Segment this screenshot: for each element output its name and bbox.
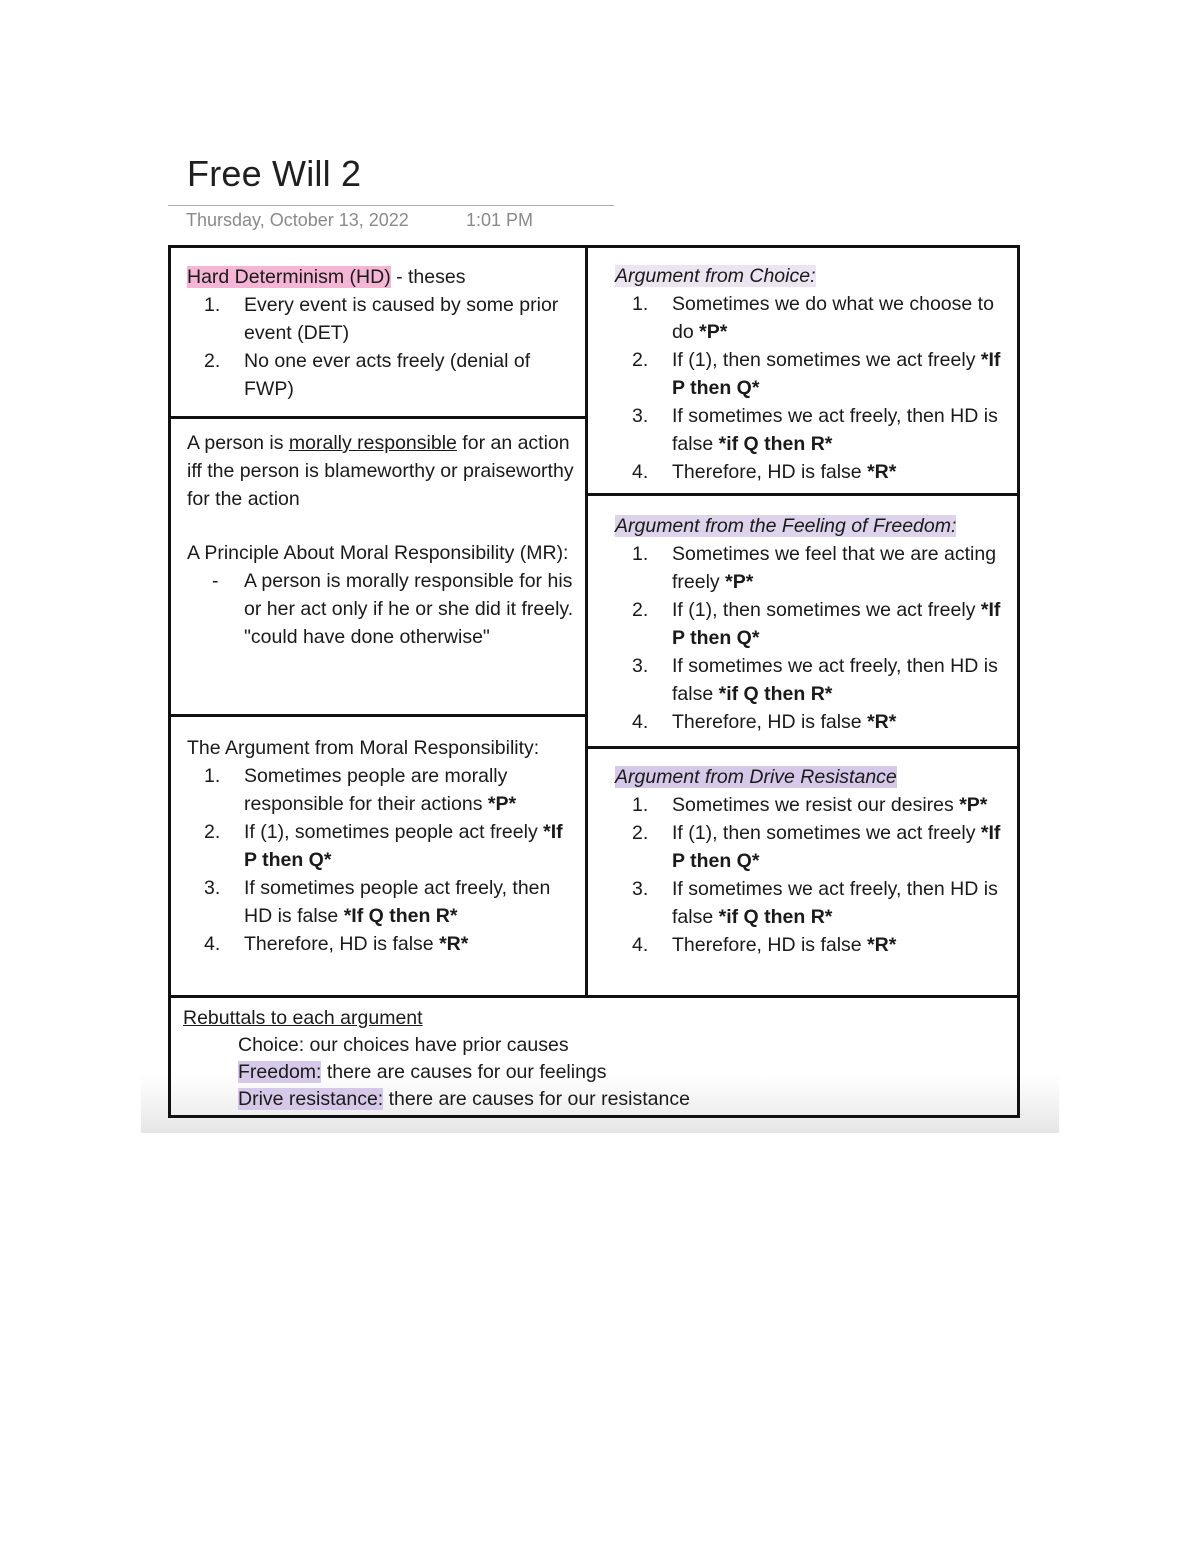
item-text: Every event is caused by some prior event (DET) xyxy=(244,294,559,344)
item-text: Sometimes we do what we choose to do xyxy=(672,293,994,343)
item-tag: *If Q then R* xyxy=(343,905,458,927)
item-text: If sometimes we act freely, then HD is false xyxy=(672,655,998,705)
arg-drive-heading: Argument from Drive Resistance xyxy=(615,766,897,788)
rebuttal-drive xyxy=(183,1086,690,1113)
list-item xyxy=(615,290,1013,346)
page-time: 1:01 PM xyxy=(466,210,534,230)
row-divider-left-2 xyxy=(170,714,586,717)
rebuttal-label: Choice: xyxy=(238,1034,305,1056)
item-text: If sometimes we act freely, then HD is false xyxy=(672,878,998,928)
hd-heading: Hard Determinism (HD) xyxy=(187,266,391,288)
list-item xyxy=(615,931,1013,959)
item-tag: *R* xyxy=(867,461,897,483)
list-item xyxy=(615,791,1013,819)
item-text: Sometimes we resist our desires xyxy=(672,794,960,816)
item-text: If (1), sometimes people act freely xyxy=(244,821,544,843)
arg-mr-heading: The Argument from Moral Responsibility: xyxy=(187,737,540,759)
item-number: 2. xyxy=(632,349,649,371)
item-tag: *R* xyxy=(867,711,897,733)
rebuttal-text: there are causes for our resistance xyxy=(383,1088,690,1110)
list-item xyxy=(187,567,579,651)
item-tag: *If P then Q* xyxy=(672,349,1001,399)
item-number: 2. xyxy=(204,350,221,372)
item-tag: *if Q then R* xyxy=(718,906,833,928)
item-number: 3. xyxy=(204,877,221,899)
list-item xyxy=(615,346,1013,402)
list-item xyxy=(187,818,579,874)
item-text: Therefore, HD is false xyxy=(672,461,868,483)
list-item xyxy=(187,762,579,818)
list-item xyxy=(615,596,1013,652)
mr-def-term: morally responsible xyxy=(288,432,457,454)
list-item xyxy=(615,652,1013,708)
item-number: 3. xyxy=(632,655,649,677)
arg-drive-list xyxy=(615,791,1013,959)
list-item xyxy=(615,540,1013,596)
item-number: 1. xyxy=(204,765,221,787)
arg-choice-list xyxy=(615,290,1013,486)
column-divider xyxy=(585,246,588,997)
rebuttal-label: Drive resistance: xyxy=(238,1088,384,1110)
title-divider xyxy=(168,205,614,206)
item-text: Sometimes we feel that we are acting freely xyxy=(672,543,997,593)
arg-freedom-cell xyxy=(615,512,1013,736)
list-item xyxy=(615,819,1013,875)
item-number: 2. xyxy=(632,599,649,621)
item-text: Therefore, HD is false xyxy=(672,711,868,733)
mr-cell xyxy=(187,429,579,651)
row-divider-bottom xyxy=(170,995,1019,998)
mr-def-post: for an action iff the person is blameworthy or praiseworthy for the action xyxy=(187,432,574,510)
item-tag: *P* xyxy=(959,794,988,816)
rebuttal-choice xyxy=(183,1032,690,1059)
item-tag: *P* xyxy=(725,571,754,593)
item-text: If sometimes we act freely, then HD is false xyxy=(672,405,998,455)
hd-list xyxy=(187,291,577,403)
item-number: 1. xyxy=(204,294,221,316)
list-item xyxy=(187,874,579,930)
item-number: 4. xyxy=(632,711,649,733)
item-number: 1. xyxy=(632,293,649,315)
item-tag: *R* xyxy=(867,934,897,956)
rebuttal-text: our choices have prior causes xyxy=(304,1034,569,1056)
item-text: Therefore, HD is false xyxy=(244,933,440,955)
arg-freedom-list xyxy=(615,540,1013,736)
item-number: 4. xyxy=(632,461,649,483)
item-number: 3. xyxy=(632,878,649,900)
rebuttal-freedom xyxy=(183,1059,690,1086)
list-item xyxy=(615,708,1013,736)
list-item xyxy=(187,291,577,347)
mr-def-pre: A person is xyxy=(187,432,289,454)
arg-drive-cell xyxy=(615,763,1013,959)
item-tag: *If P then Q* xyxy=(244,821,563,871)
item-tag: *P* xyxy=(699,321,728,343)
mr-definition xyxy=(187,429,579,513)
item-number: 2. xyxy=(204,821,221,843)
arg-mr-cell xyxy=(187,734,579,958)
item-text: If sometimes people act freely, then HD is false xyxy=(244,877,551,927)
arg-choice-cell xyxy=(615,262,1013,486)
hd-heading-suffix: - theses xyxy=(390,266,466,288)
rebuttal-label: Freedom: xyxy=(238,1061,322,1083)
page-date: Thursday, October 13, 2022 xyxy=(186,210,409,230)
list-item xyxy=(615,402,1013,458)
list-item xyxy=(615,875,1013,931)
item-tag: *R* xyxy=(439,933,469,955)
list-item xyxy=(187,930,579,958)
mr-principle-heading: A Principle About Moral Responsibility (MR): xyxy=(187,542,569,564)
arg-mr-list xyxy=(187,762,579,958)
item-number: 4. xyxy=(632,934,649,956)
item-number: 2. xyxy=(632,822,649,844)
item-number: 1. xyxy=(632,794,649,816)
mr-principle-list xyxy=(187,567,579,651)
row-divider-right-1 xyxy=(586,493,1018,496)
item-text: If (1), then sometimes we act freely xyxy=(672,599,981,621)
hd-cell xyxy=(187,263,577,403)
item-tag: *P* xyxy=(487,793,517,815)
rebuttals-cell xyxy=(183,1005,690,1113)
arg-freedom-heading: Argument from the Feeling of Freedom: xyxy=(615,515,957,537)
item-text: If (1), then sometimes we act freely xyxy=(672,822,981,844)
page-title: Free Will 2 xyxy=(187,153,362,194)
item-text: A person is morally responsible for his or her act only if he or she did it freely. "could have done otherwise" xyxy=(244,570,574,648)
row-divider-left-1 xyxy=(170,416,586,419)
item-text: Therefore, HD is false xyxy=(672,934,868,956)
item-text: No one ever acts freely (denial of FWP) xyxy=(244,350,531,400)
item-tag: *if Q then R* xyxy=(718,433,833,455)
item-number: 3. xyxy=(632,405,649,427)
item-tag: *if Q then R* xyxy=(718,683,833,705)
item-text: If (1), then sometimes we act freely xyxy=(672,349,981,371)
rebuttal-text: there are causes for our feelings xyxy=(321,1061,607,1083)
arg-choice-heading: Argument from Choice: xyxy=(615,265,816,287)
list-item xyxy=(615,458,1013,486)
rebuttals-heading: Rebuttals to each argument xyxy=(183,1007,423,1029)
item-number: 1. xyxy=(632,543,649,565)
item-tag: *If P then Q* xyxy=(672,599,1001,649)
list-item xyxy=(187,347,577,403)
row-divider-right-2 xyxy=(586,746,1018,749)
item-tag: *If P then Q* xyxy=(672,822,1001,872)
item-bullet: - xyxy=(212,570,219,592)
item-number: 4. xyxy=(204,933,221,955)
item-text: Sometimes people are morally responsible for their actions xyxy=(244,765,508,815)
